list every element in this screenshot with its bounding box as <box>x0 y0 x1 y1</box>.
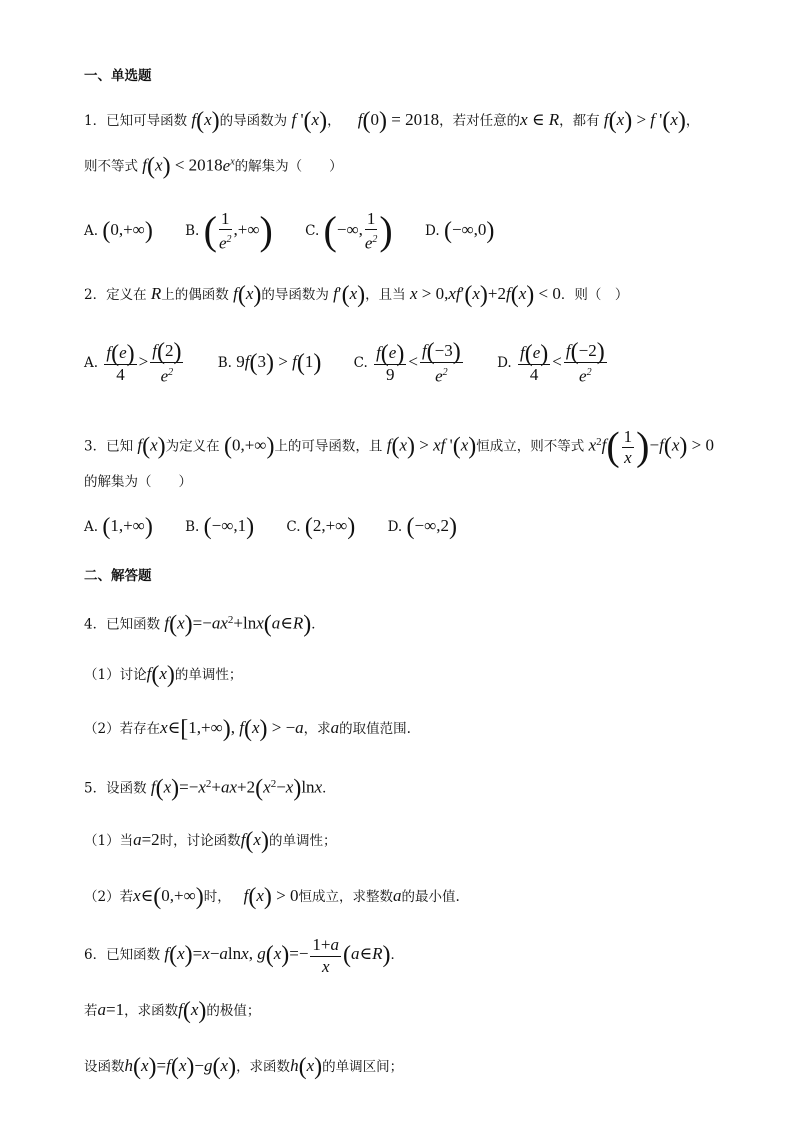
q2-option-b[interactable]: B. 9f(3) > f(1) <box>217 350 322 376</box>
q1-text: 的导函数为 <box>219 113 288 129</box>
q3-text: 已知 <box>106 438 134 455</box>
q3-line1: 3．已知 f(x)为定义在 (0,+∞)上的可导函数，且 f(x) > xf '(x)恒成立，则不等式 $x^2f$( $\frac{1}{x}$ )−f(x) > 0 <box>84 423 714 469</box>
q6-text: ，求函数 <box>236 1059 291 1075</box>
q2-text: ，且当 <box>365 287 406 303</box>
q4-text: 的单调性； <box>174 667 243 683</box>
q6-line1: 6．已知函数 f(x)=x−alnx, g(x)=− 1+a x (a∈R)． <box>84 934 404 976</box>
q6-text: ． <box>390 947 404 963</box>
q2-option-c[interactable]: C. f(e) 9 < f(−3) $e^2$ <box>353 338 461 386</box>
q6-text: 已知函数 <box>106 947 161 963</box>
q1-number: 1． <box>84 113 107 129</box>
q3-line2: 的解集为（ ） <box>84 474 192 490</box>
q6-text: 若 <box>84 1003 98 1019</box>
q2-number: 2． <box>84 287 107 303</box>
section-title-single-choice: 一、单选题 <box>84 68 152 84</box>
q6-text: ，求函数 <box>124 1003 179 1019</box>
q1-text: 则不等式 <box>84 158 138 175</box>
q4-part2: （2）若存在x∈[1,+∞), f(x) > −a，求a的取值范围. <box>84 716 411 742</box>
q1-line2: 则不等式 $f(x) < 2018e^x$的解集为（ ） <box>84 153 343 180</box>
q1-line1: 1．已知可导函数 f(x)的导函数为 f '(x)， f(0) = 2018，若对任意的x ∈ R，都有 f(x) > f '(x)， <box>84 108 700 134</box>
q5-text: 的单调性； <box>268 833 337 849</box>
q2-text: 的导函数为 <box>261 287 329 303</box>
q5-text: ． <box>322 780 336 797</box>
q1-option-a[interactable]: A. (0,+∞) <box>84 218 153 244</box>
q4-text: 的取值范围. <box>339 721 411 737</box>
q3-option-b[interactable]: B. (−∞,1) <box>185 514 255 540</box>
q4-text: ． <box>311 616 325 633</box>
q5-text: 时， <box>203 889 231 905</box>
q2-line1: 2．定义在 R上的偶函数 f(x)的导函数为 f′(x)，且当 x > 0,xf′(x)+2f(x) < 0．则（ ） <box>84 282 629 308</box>
q6-part1: 若a=1，求函数f(x)的极值； <box>84 998 261 1024</box>
q6-text: 设函数 <box>84 1059 125 1075</box>
q4-text: ，求 <box>303 721 331 737</box>
q5-part2: （2）若x∈(0,+∞)时， f(x) > 0恒成立，求整数a的最小值. <box>84 884 460 910</box>
q6-text: 的单调区间； <box>322 1059 404 1075</box>
q4-text: （2）若存在 <box>84 721 161 737</box>
q3-option-c[interactable]: C. (2,+∞) <box>286 514 356 540</box>
q4-line1: 4．已知函数 $f(x)=-ax^2+\ln x(a\in R)$． <box>84 611 325 638</box>
q1-option-b[interactable]: B. ( $\frac{1}{e^2}$ ,+∞) <box>185 208 273 253</box>
q1-text: ， <box>685 113 700 129</box>
q6-number: 6． <box>84 947 107 963</box>
q2-text: ．则（ ） <box>560 287 629 303</box>
q5-text: （2）若 <box>84 889 134 905</box>
q3-option-d[interactable]: D. (−∞,2) <box>387 514 457 540</box>
q4-part1: （1）讨论f(x)的单调性； <box>84 662 243 688</box>
q3-text: 为定义在 <box>165 438 220 455</box>
q3-number: 3． <box>84 438 107 455</box>
q4-text: 已知函数 <box>106 616 161 633</box>
q2-option-d[interactable]: D. f(e) 4 < f(−2) $e^2$ <box>497 338 605 386</box>
q5-text: 的最小值. <box>401 889 460 905</box>
q1-option-c[interactable]: C. (−∞, $\frac{1}{e^2}$ ) <box>305 208 393 253</box>
q1-text: ， <box>327 113 341 129</box>
q5-text: 时，讨论函数 <box>159 833 241 849</box>
q6-text: 的极值； <box>206 1003 261 1019</box>
q2-text: 上的偶函数 <box>161 287 229 303</box>
q2-text: 定义在 <box>106 287 147 303</box>
q1-text: 已知可导函数 <box>106 113 188 129</box>
q5-text: （1）当 <box>84 833 134 849</box>
q4-number: 4． <box>84 616 107 633</box>
q5-line1: 5．设函数 $f(x)=-x^2+ax+2(x^2-x)\ln x$． <box>84 775 336 802</box>
q2-options <box>84 340 637 386</box>
q5-part1: （1）当a=2时，讨论函数f(x)的单调性； <box>84 828 337 854</box>
q5-text: 设函数 <box>106 780 147 797</box>
q2-option-a[interactable]: A. f(e) 4 > f(2) $e^2$ <box>84 338 182 386</box>
q3-option-a[interactable]: A. (1,+∞) <box>84 514 153 540</box>
q5-number: 5． <box>84 780 107 797</box>
q3-text: 上的可导函数，且 <box>274 438 383 455</box>
q1-text: ，都有 <box>559 113 600 129</box>
q5-text: 恒成立，求整数 <box>298 889 393 905</box>
q1-options <box>84 208 522 254</box>
q1-option-d[interactable]: D. (−∞,0) <box>425 218 495 244</box>
q1-text: 的解集为（ ） <box>234 158 343 175</box>
section-title-answer: 二、解答题 <box>84 568 152 584</box>
q3-options <box>84 514 485 540</box>
q3-text: 恒成立，则不等式 <box>476 438 585 455</box>
q4-text: （1）讨论 <box>84 667 147 683</box>
q1-text: ，若对任意的 <box>439 113 521 129</box>
q6-part2: 设函数h(x)=f(x)−g(x)，求函数h(x)的单调区间； <box>84 1054 404 1080</box>
